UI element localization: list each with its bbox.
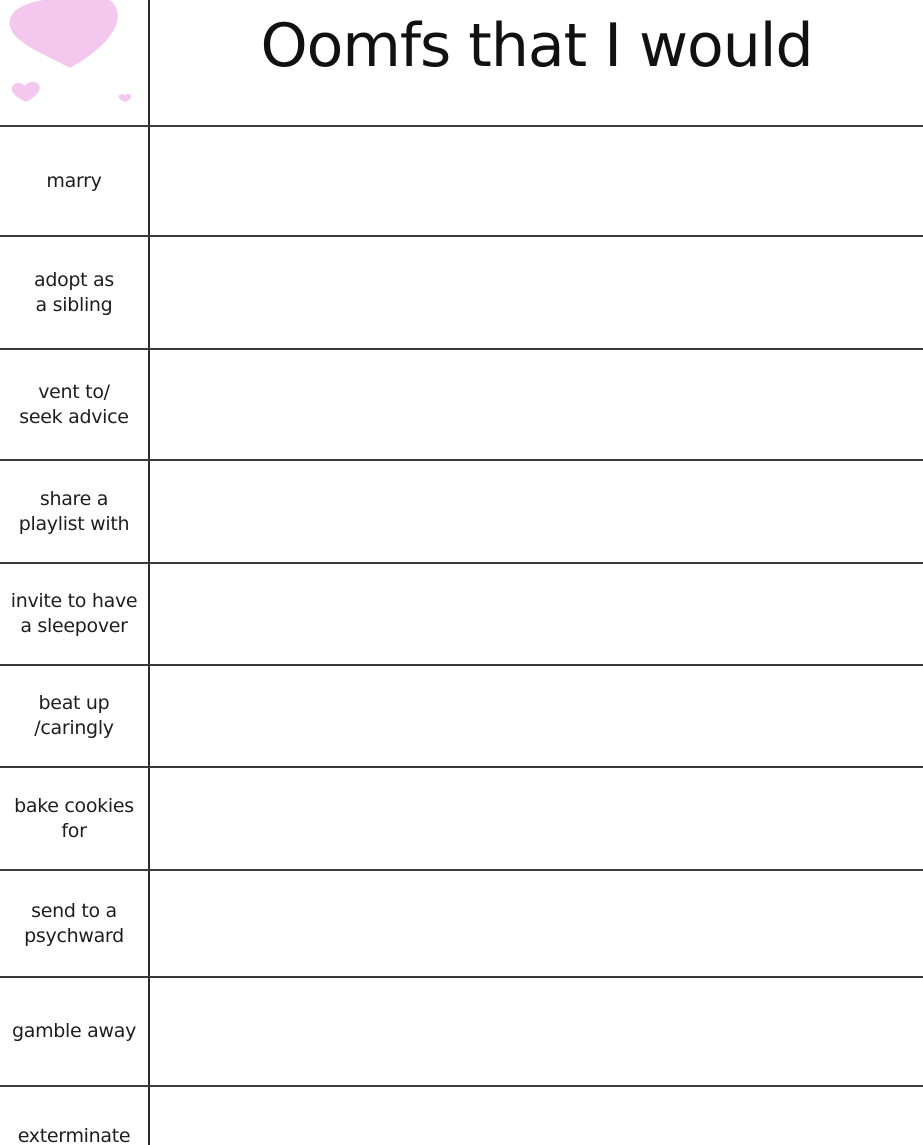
- row-label-vent-to: vent to/ seek advice: [19, 380, 129, 428]
- answer-cell: [150, 871, 923, 976]
- answer-cell: [150, 237, 923, 348]
- row-label-cell: [0, 666, 148, 766]
- small-heart-icon: [12, 82, 40, 102]
- row-label-cell: [0, 127, 148, 235]
- answer-cell: [150, 564, 923, 664]
- row-label-beat-up: beat up /caringly: [34, 692, 114, 739]
- row-label-cell: [0, 1124, 148, 1145]
- row-label-exterminate: exterminate: [17, 1125, 131, 1145]
- row-label-marry: marry: [46, 169, 102, 192]
- answer-cell: [150, 127, 923, 235]
- row-label-share-playlist: share a playlist with: [18, 487, 130, 535]
- answer-cell: [150, 978, 923, 1085]
- answer-cell: [150, 666, 923, 766]
- answer-cell: [150, 768, 923, 869]
- answer-cell: [150, 350, 923, 459]
- hearts-decoration: [0, 0, 148, 126]
- row-label-cell: [0, 768, 148, 869]
- row-label-adopt-as-sibling: adopt as a sibling: [33, 268, 115, 316]
- chart-title: Oomfs that I would: [260, 11, 813, 81]
- answer-cell: [150, 461, 923, 562]
- row-label-sleepover: invite to have a sleepover: [10, 590, 138, 637]
- row-label-cell: [0, 237, 148, 348]
- row-label-cell: [0, 564, 148, 664]
- row-label-cell: [0, 350, 148, 459]
- row-label-cell: [0, 978, 148, 1085]
- row-label-gamble-away: gamble away: [11, 1020, 137, 1042]
- row-label-bake-cookies: bake cookies for: [14, 794, 134, 842]
- row-label-cell: [0, 871, 148, 976]
- row-label-cell: [0, 461, 148, 562]
- answer-cell: [150, 1087, 923, 1145]
- row-label-psychward: send to a psychward: [24, 899, 124, 947]
- large-heart-icon: [10, 0, 118, 68]
- tiny-heart-icon: [119, 94, 131, 102]
